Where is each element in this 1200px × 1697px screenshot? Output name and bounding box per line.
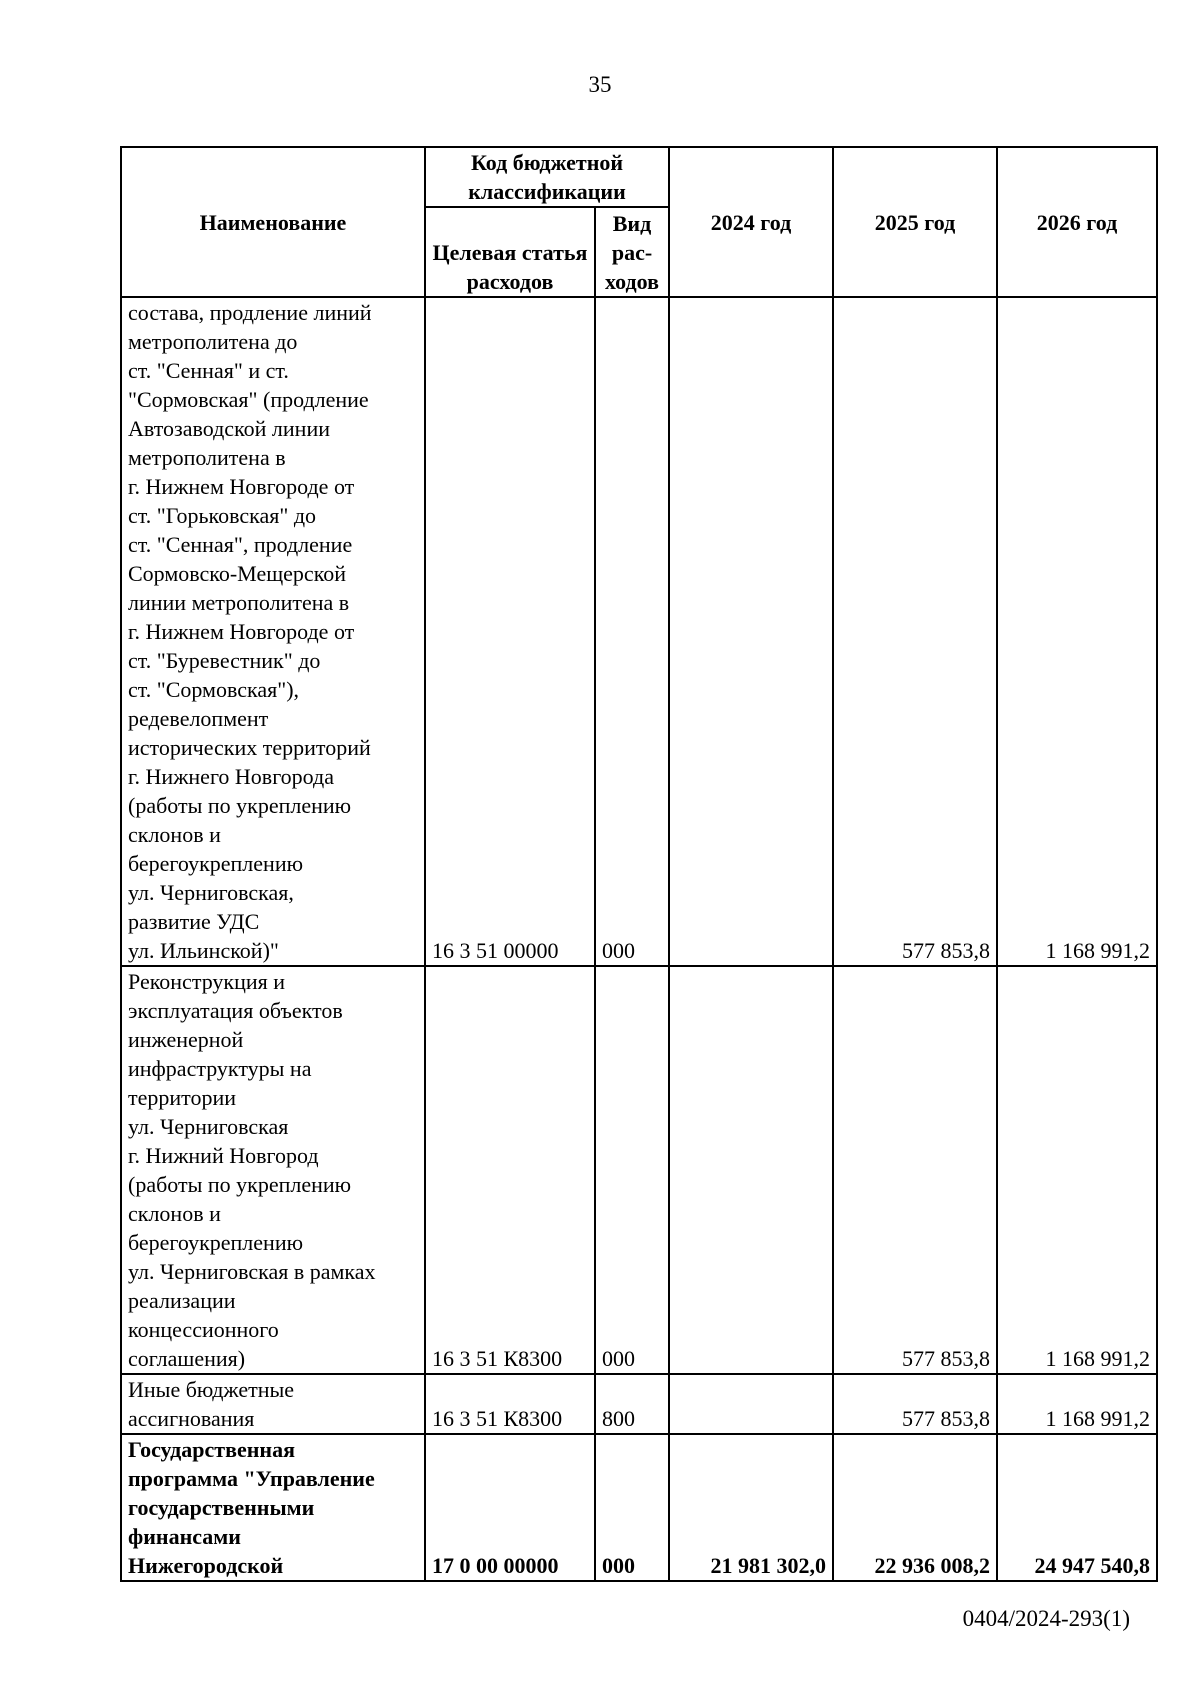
document-number: 0404/2024-293(1)	[962, 1606, 1130, 1631]
row-2024: 21 981 302,0	[669, 1434, 833, 1581]
row-code: 16 3 51 00000	[425, 297, 595, 966]
row-2024	[669, 1374, 833, 1434]
row-2026: 24 947 540,8	[997, 1434, 1157, 1581]
row-2025: 577 853,8	[833, 1374, 997, 1434]
row-code: 16 3 51 К8300	[425, 966, 595, 1374]
table-row	[121, 966, 1157, 1374]
header-vid: Вид рас-ходов	[595, 207, 669, 297]
row-2026: 1 168 991,2	[997, 966, 1157, 1374]
header-target: Целевая статья расходов	[425, 207, 595, 297]
row-vid: 800	[595, 1374, 669, 1434]
row-name: состава, продление линий метрополитена до ст. "Сенная" и ст. "Сормовская" (продление Автозаводской линии метрополитена в г. Нижнем Новгороде от ст. "Горьковская" до ст. "Сенная", продление Сормовско-Мещерской линии метрополитена в г. Нижнем Новгороде от ст. "Буревестник" до ст. "Сормовская"), редевелопмент исторических территорий г. Нижнего Новгорода (работы по укреплению склонов и берегоукреплению ул. Черниговская, развитие УДС ул. Ильинской)"	[121, 297, 425, 966]
row-2024	[669, 297, 833, 966]
row-vid: 000	[595, 1434, 669, 1581]
table-row	[121, 297, 1157, 966]
header-2025: 2025 год	[833, 147, 997, 297]
row-2025: 22 936 008,2	[833, 1434, 997, 1581]
header-2024: 2024 год	[669, 147, 833, 297]
header-2026: 2026 год	[997, 147, 1157, 297]
budget-table	[120, 146, 1158, 1582]
page-number: 35	[588, 72, 612, 97]
row-vid: 000	[595, 297, 669, 966]
header-code-group: Код бюджетной классификации	[425, 147, 669, 207]
row-code: 17 0 00 00000	[425, 1434, 595, 1581]
row-2026: 1 168 991,2	[997, 1374, 1157, 1434]
row-vid: 000	[595, 966, 669, 1374]
row-name: Государственная программа "Управление государственными финансами Нижегородской	[121, 1434, 425, 1581]
row-2024	[669, 966, 833, 1374]
row-2025: 577 853,8	[833, 297, 997, 966]
row-name: Реконструкция и эксплуатация объектов инженерной инфраструктуры на территории ул. Черниговская г. Нижний Новгород (работы по укреплению склонов и берегоукреплению ул. Черниговская в рамках реализации концессионного соглашения)	[121, 966, 425, 1374]
row-name: Иные бюджетные ассигнования	[121, 1374, 425, 1434]
row-2025: 577 853,8	[833, 966, 997, 1374]
header-name: Наименование	[121, 147, 425, 297]
table-row	[121, 1434, 1157, 1581]
table-row	[121, 1374, 1157, 1434]
row-code: 16 3 51 К8300	[425, 1374, 595, 1434]
row-2026: 1 168 991,2	[997, 297, 1157, 966]
